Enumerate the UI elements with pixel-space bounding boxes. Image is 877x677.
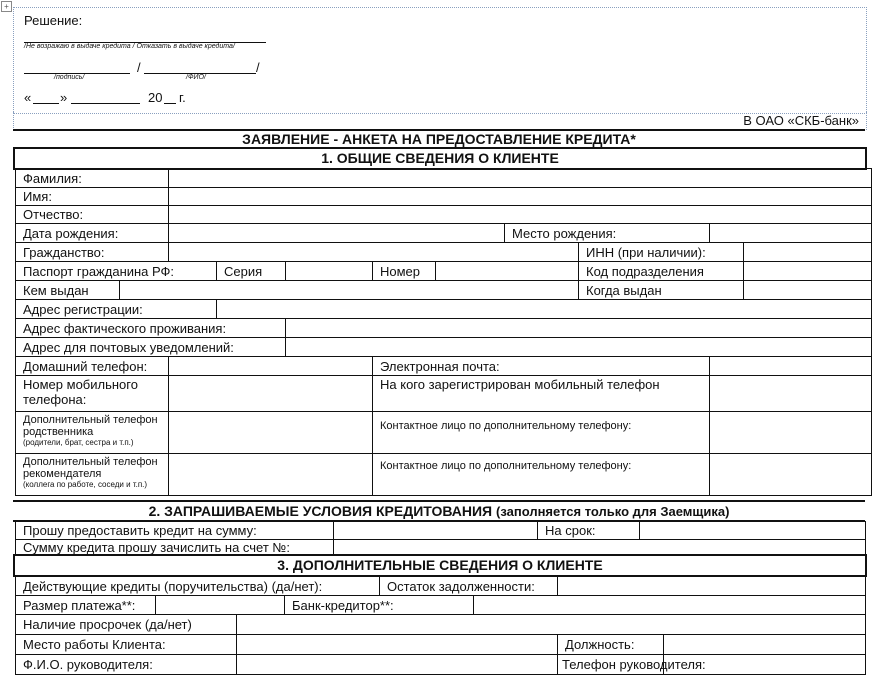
section2-table — [15, 521, 866, 556]
section2-title — [13, 500, 865, 522]
issued-when-field[interactable] — [744, 281, 872, 300]
term-field[interactable] — [640, 522, 866, 540]
relative-phone-field[interactable] — [169, 412, 373, 454]
slash: / — [137, 60, 141, 75]
account-label: Сумму кредита прошу зачислить на счет №: — [16, 540, 334, 556]
month-line — [71, 103, 140, 104]
year-suffix: г. — [179, 90, 186, 105]
issued-by-field[interactable] — [120, 281, 579, 300]
birth-date-field[interactable] — [169, 224, 505, 243]
birth-place-field[interactable] — [710, 224, 872, 243]
workplace-label: Место работы Клиента: — [16, 635, 237, 655]
birth-date-label: Дата рождения: — [16, 224, 169, 243]
actual-address-label: Адрес фактического проживания: — [16, 319, 286, 338]
home-phone-field[interactable] — [169, 357, 373, 376]
bank-box — [13, 112, 867, 130]
birth-place-label: Место рождения: — [505, 224, 710, 243]
relative-phone-text: Дополнительный телефон родственника — [23, 414, 158, 438]
date-quote-open: « — [24, 90, 32, 105]
bank-name: В ОАО «СКБ-банк» — [743, 113, 859, 128]
manager-phone-label: Телефон руководителя: — [558, 655, 664, 675]
contact2-label: Контактное лицо по дополнительному телефону: — [373, 454, 710, 496]
dept-code-field[interactable] — [744, 262, 872, 281]
position-field[interactable] — [664, 635, 866, 655]
overdue-label: Наличие просрочек (да/нет) — [16, 615, 237, 635]
form-title: ЗАЯВЛЕНИЕ - АНКЕТА НА ПРЕДОСТАВЛЕНИЕ КРЕДИТА* — [13, 129, 865, 148]
recommender-phone-field[interactable] — [169, 454, 373, 496]
overdue-field[interactable] — [237, 615, 866, 635]
contact1-field[interactable] — [710, 412, 872, 454]
citizenship-field[interactable] — [169, 243, 579, 262]
mobile-field[interactable] — [169, 376, 373, 412]
debt-balance-field[interactable] — [558, 577, 866, 596]
series-label: Серия — [217, 262, 286, 281]
contact2-field[interactable] — [710, 454, 872, 496]
contact1-label: Контактное лицо по дополнительному телефону: — [373, 412, 710, 454]
mobile-label: Номер мобильного телефона: — [16, 376, 169, 412]
name-field[interactable] — [169, 188, 872, 206]
payment-label: Размер платежа**: — [16, 596, 156, 615]
creditor-bank-field[interactable] — [474, 596, 866, 615]
signature-caption: /подпись/ — [54, 74, 85, 81]
fio-caption: /ФИО/ — [186, 74, 206, 81]
manager-name-field[interactable] — [237, 655, 558, 675]
mobile-owner-field[interactable] — [710, 376, 872, 412]
section1-table — [15, 168, 872, 496]
email-label: Электронная почта: — [373, 357, 710, 376]
inn-field[interactable] — [744, 243, 872, 262]
section1-title: 1. ОБЩИЕ СВЕДЕНИЯ О КЛИЕНТЕ — [13, 147, 867, 170]
passport-label: Паспорт гражданина РФ: — [16, 262, 217, 281]
mail-address-label: Адрес для почтовых уведомлений: — [16, 338, 286, 357]
dept-code-label: Код подразделения — [579, 262, 744, 281]
creditor-bank-label: Банк-кредитор**: — [285, 596, 474, 615]
move-handle-icon[interactable]: + — [1, 1, 12, 12]
decision-box — [13, 7, 867, 114]
current-loans-label: Действующие кредиты (поручительства) (да/нет): — [16, 577, 380, 596]
debt-balance-label: Остаток задолженности: — [380, 577, 558, 596]
issued-by-label: Кем выдан — [16, 281, 120, 300]
name-label: Имя: — [16, 188, 169, 206]
section2-title-text: 2. ЗАПРАШИВАЕМЫЕ УСЛОВИЯ КРЕДИТОВАНИЯ — [148, 503, 493, 519]
slash: / — [256, 60, 260, 75]
issued-when-label: Когда выдан — [579, 281, 744, 300]
mobile-owner-label: На кого зарегистрирован мобильный телефон — [373, 376, 710, 412]
amount-label: Прошу предоставить кредит на сумму: — [16, 522, 334, 540]
decision-options: /Не возражаю в выдаче кредита / Отказать в выдаче кредита/ — [24, 43, 235, 50]
surname-label: Фамилия: — [16, 169, 169, 188]
day-line — [33, 103, 59, 104]
section3-table — [15, 576, 866, 675]
recommender-phone-text: Дополнительный телефон рекомендателя — [23, 456, 158, 480]
mail-address-field[interactable] — [286, 338, 872, 357]
recommender-phone-note: (коллега по работе, соседи и т.п.) — [23, 480, 148, 489]
relative-phone-note: (родители, брат, сестра и т.п.) — [23, 438, 134, 447]
patronymic-label: Отчество: — [16, 206, 169, 224]
decision-label: Решение: — [24, 13, 83, 28]
year-line — [164, 103, 176, 104]
manager-name-label: Ф.И.О. руководителя: — [16, 655, 237, 675]
amount-field[interactable] — [334, 522, 538, 540]
section3-title: 3. ДОПОЛНИТЕЛЬНЫЕ СВЕДЕНИЯ О КЛИЕНТЕ — [13, 554, 867, 577]
series-field[interactable] — [286, 262, 373, 281]
position-label: Должность: — [558, 635, 664, 655]
year-prefix: 20 — [148, 90, 163, 105]
inn-label: ИНН (при наличии): — [579, 243, 744, 262]
reg-address-label: Адрес регистрации: — [16, 300, 217, 319]
patronymic-field[interactable] — [169, 206, 872, 224]
number-field[interactable] — [436, 262, 579, 281]
workplace-field[interactable] — [237, 635, 558, 655]
email-field[interactable] — [710, 357, 872, 376]
relative-phone-label — [16, 412, 169, 454]
home-phone-label: Домашний телефон: — [16, 357, 169, 376]
section2-title-note: (заполняется только для Заемщика) — [496, 504, 730, 519]
surname-field[interactable] — [169, 169, 872, 188]
term-label: На срок: — [538, 522, 640, 540]
payment-field[interactable] — [156, 596, 285, 615]
date-quote-close: » — [60, 90, 68, 105]
citizenship-label: Гражданство: — [16, 243, 169, 262]
reg-address-field[interactable] — [217, 300, 872, 319]
recommender-phone-label — [16, 454, 169, 496]
number-label: Номер — [373, 262, 436, 281]
actual-address-field[interactable] — [286, 319, 872, 338]
